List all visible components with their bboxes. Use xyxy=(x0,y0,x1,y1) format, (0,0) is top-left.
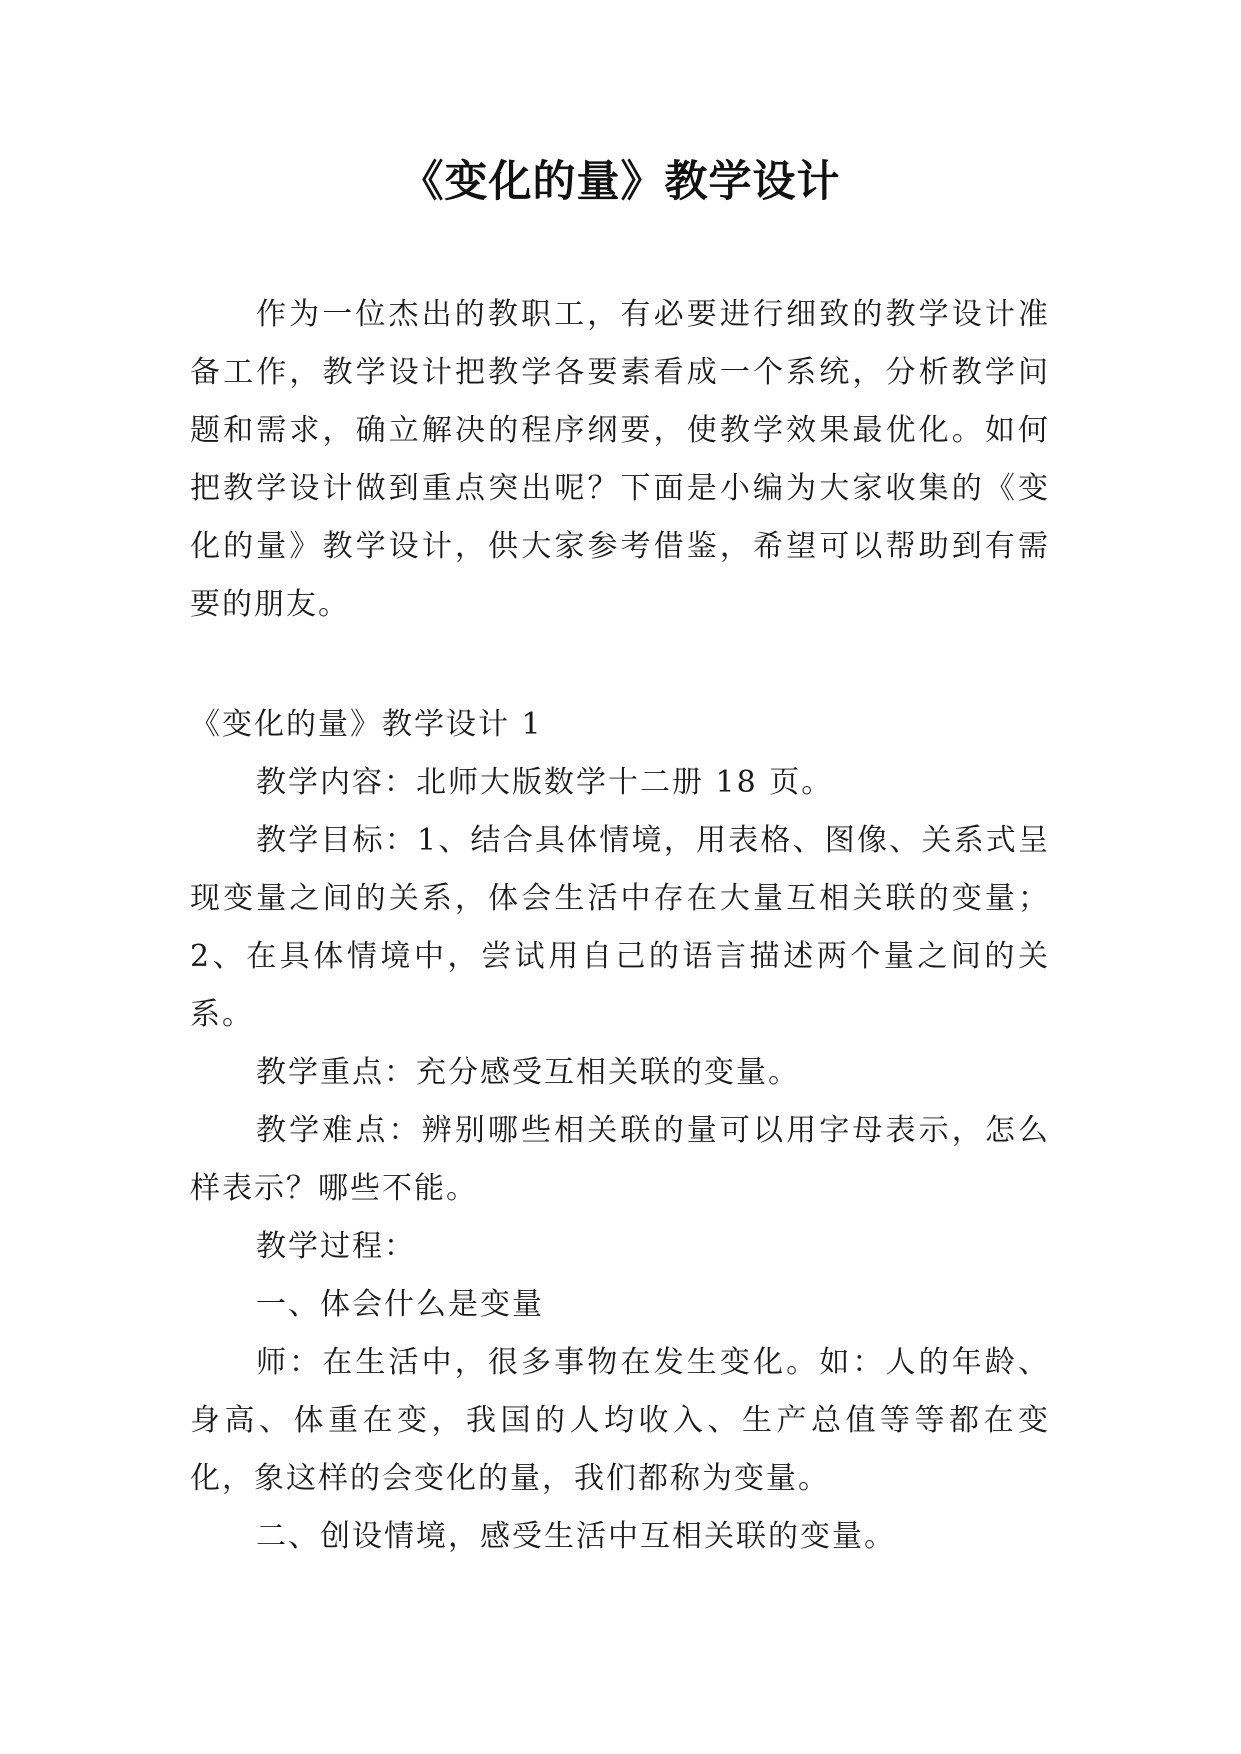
teaching-difficulty: 教学难点：辨别哪些相关联的量可以用字母表示，怎么样表示？哪些不能。 xyxy=(190,1113,1050,1206)
teacher-remark: 师：在生活中，很多事物在发生变化。如：人的年龄、身高、体重在变，我国的人均收入、生产总值等等都在变化，象这样的会变化的量，我们都称为变量。 xyxy=(190,1345,1050,1496)
document-title: 《变化的量》教学设计 xyxy=(400,157,841,207)
intro-paragraph: 作为一位杰出的教职工，有必要进行细致的教学设计准备工作，教学设计把教学各要素看成一个系统，分析教学问题和需求，确立解决的程序纲要，使教学效果最优化。如何把教学设计做到重点突出呢？下面是小编为大家收集的《变化的量》教学设计，供大家参考借鉴，希望可以帮助到有需要的朋友。 xyxy=(190,297,1050,622)
section-heading: 《变化的量》教学设计 1 xyxy=(190,707,543,742)
lesson-section xyxy=(190,696,1050,1566)
teaching-process: 教学过程： xyxy=(256,1229,416,1264)
teaching-content: 教学内容：北师大版数学十二册 18 页。 xyxy=(256,765,834,800)
teaching-goals: 教学目标：1、结合具体情境，用表格、图像、关系式呈现变量之间的关系，体会生活中存在大量互相关联的变量；2、在具体情境中，尝试用自己的语言描述两个量之间的关系。 xyxy=(190,823,1050,1032)
teaching-focus: 教学重点：充分感受互相关联的变量。 xyxy=(256,1055,800,1090)
step-one-heading: 一、体会什么是变量 xyxy=(256,1287,544,1322)
step-two-heading: 二、创设情境，感受生活中互相关联的变量。 xyxy=(256,1519,896,1554)
